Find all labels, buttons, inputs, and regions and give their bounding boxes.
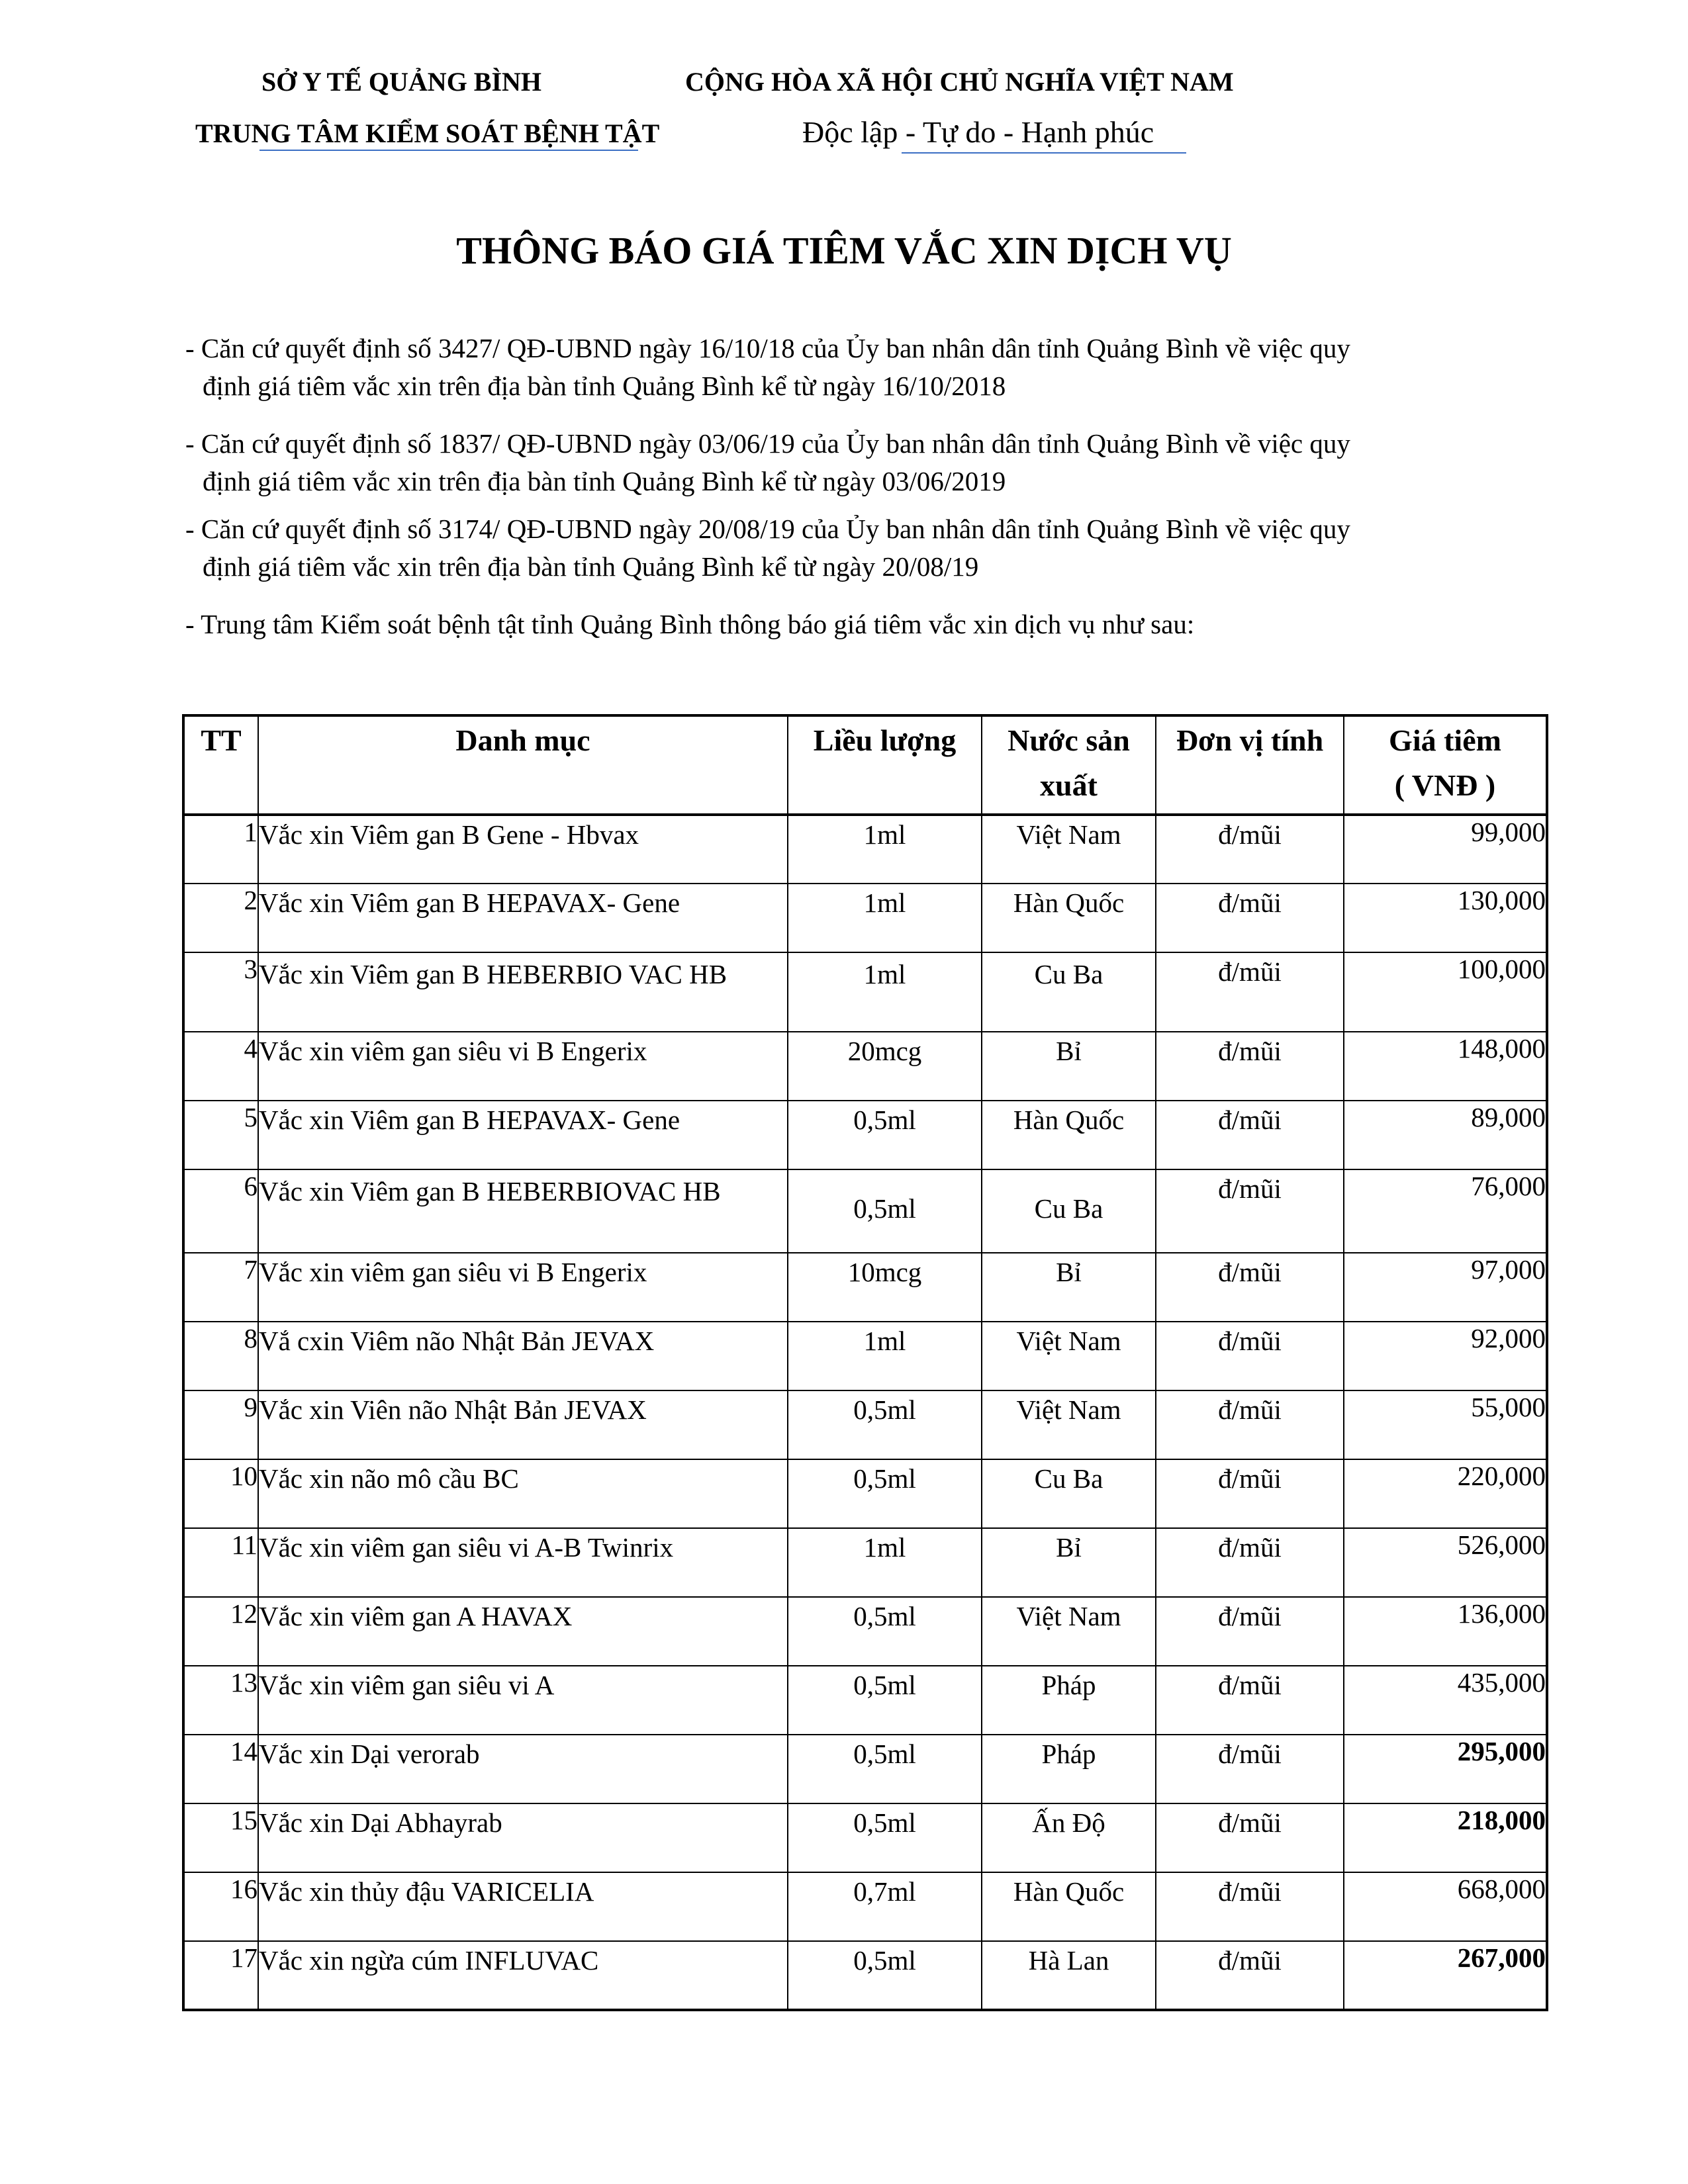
row-unit: đ/mũi	[1156, 1169, 1344, 1253]
row-tt: 16	[183, 1872, 258, 1941]
header-price-line1: Giá tiêm	[1389, 723, 1501, 757]
row-unit: đ/mũi	[1156, 884, 1344, 952]
row-name: Vắc xin Viêm gan B HEPAVAX- Gene	[258, 1101, 788, 1169]
row-unit: đ/mũi	[1156, 1032, 1344, 1101]
paragraph-line: - Trung tâm Kiểm soát bệnh tật tỉnh Quảng Bình thông báo giá tiêm vắc xin dịch vụ như sau:	[185, 609, 1195, 639]
row-price: 295,000	[1344, 1735, 1547, 1803]
header-country-line2: xuất	[1040, 768, 1098, 802]
table-row	[183, 815, 1547, 884]
table-row	[183, 884, 1547, 952]
table-row	[183, 1322, 1547, 1390]
paragraph-line: - Căn cứ quyết định số 3174/ QĐ-UBND ngày 20/08/19 của Ủy ban nhân dân tỉnh Quảng Bình về việc quy	[185, 514, 1350, 544]
row-price: 55,000	[1344, 1390, 1547, 1459]
row-price: 435,000	[1344, 1666, 1547, 1735]
row-dose: 1ml	[788, 952, 982, 1032]
row-country: Việt Nam	[982, 1390, 1156, 1459]
row-country: Cu Ba	[982, 1169, 1156, 1253]
row-dose: 0,5ml	[788, 1941, 982, 2010]
row-name: Vắc xin viêm gan A HAVAX	[258, 1597, 788, 1666]
row-name: Vắc xin viêm gan siêu vi A	[258, 1666, 788, 1735]
row-country: Hà Lan	[982, 1941, 1156, 2010]
row-tt: 11	[183, 1528, 258, 1597]
row-dose: 0,5ml	[788, 1169, 982, 1253]
row-tt: 13	[183, 1666, 258, 1735]
row-name: Vắc xin ngừa cúm INFLUVAC	[258, 1941, 788, 2010]
row-tt: 6	[183, 1169, 258, 1253]
table-row	[183, 1597, 1547, 1666]
center-name-underline	[259, 150, 638, 151]
table-row	[183, 1941, 1547, 2010]
row-dose: 10mcg	[788, 1253, 982, 1322]
row-unit: đ/mũi	[1156, 1390, 1344, 1459]
basis-paragraph-2	[185, 425, 1509, 500]
row-unit: đ/mũi	[1156, 1253, 1344, 1322]
header-price	[1344, 715, 1547, 815]
table-row	[183, 1169, 1547, 1253]
table-row	[183, 1101, 1547, 1169]
table-row	[183, 1390, 1547, 1459]
table-header-row	[183, 715, 1547, 815]
page-title: THÔNG BÁO GIÁ TIÊM VẮC XIN DỊCH VỤ	[456, 229, 1232, 272]
row-dose: 1ml	[788, 1322, 982, 1390]
row-tt: 7	[183, 1253, 258, 1322]
table-row	[183, 952, 1547, 1032]
row-dose: 1ml	[788, 815, 982, 884]
row-country: Cu Ba	[982, 952, 1156, 1032]
row-unit: đ/mũi	[1156, 952, 1344, 1032]
row-tt: 3	[183, 952, 258, 1032]
row-country: Ấn Độ	[982, 1803, 1156, 1872]
header-unit: Đơn vị tính	[1156, 715, 1344, 815]
row-unit: đ/mũi	[1156, 1528, 1344, 1597]
row-name: Vắc xin thủy đậu VARICELIA	[258, 1872, 788, 1941]
row-country: Việt Nam	[982, 1322, 1156, 1390]
row-tt: 10	[183, 1459, 258, 1528]
row-dose: 1ml	[788, 884, 982, 952]
row-unit: đ/mũi	[1156, 1735, 1344, 1803]
row-name: Vắc xin viêm gan siêu vi B Engerix	[258, 1032, 788, 1101]
national-title: CỘNG HÒA XÃ HỘI CHỦ NGHĨA VIỆT NAM	[685, 67, 1234, 97]
row-price: 668,000	[1344, 1872, 1547, 1941]
row-tt: 5	[183, 1101, 258, 1169]
row-dose: 0,5ml	[788, 1735, 982, 1803]
row-name: Vắ cxin Viêm não Nhật Bản JEVAX	[258, 1322, 788, 1390]
paragraph-line: định giá tiêm vắc xin trên địa bàn tỉnh Quảng Bình kể từ ngày 03/06/2019	[203, 466, 1006, 496]
table-row	[183, 1459, 1547, 1528]
header-price-line2: ( VNĐ )	[1394, 768, 1496, 802]
row-tt: 17	[183, 1941, 258, 2010]
paragraph-line: - Căn cứ quyết định số 3427/ QĐ-UBND ngày 16/10/18 của Ủy ban nhân dân tỉnh Quảng Bình về việc quy	[185, 333, 1350, 363]
row-country: Bỉ	[982, 1032, 1156, 1101]
row-unit: đ/mũi	[1156, 1666, 1344, 1735]
row-unit: đ/mũi	[1156, 1803, 1344, 1872]
row-unit: đ/mũi	[1156, 815, 1344, 884]
row-price: 130,000	[1344, 884, 1547, 952]
row-name: Vắc xin Viêm gan B HEBERBIO VAC HB	[258, 952, 788, 1032]
row-dose: 0,5ml	[788, 1390, 982, 1459]
vaccine-price-table	[182, 714, 1548, 2011]
row-name: Vắc xin Viêm gan B HEBERBIOVAC HB	[258, 1169, 788, 1253]
row-country: Việt Nam	[982, 1597, 1156, 1666]
national-motto: Độc lập - Tự do - Hạnh phúc	[802, 115, 1154, 149]
table-row	[183, 1666, 1547, 1735]
row-country: Cu Ba	[982, 1459, 1156, 1528]
basis-paragraph-3	[185, 510, 1509, 586]
row-name: Vắc xin viêm gan siêu vi A-B Twinrix	[258, 1528, 788, 1597]
table-row	[183, 1253, 1547, 1322]
row-dose: 1ml	[788, 1528, 982, 1597]
row-country: Hàn Quốc	[982, 1101, 1156, 1169]
motto-underline	[902, 152, 1186, 154]
row-name: Vắc xin não mô cầu BC	[258, 1459, 788, 1528]
row-tt: 15	[183, 1803, 258, 1872]
paragraph-line: - Căn cứ quyết định số 1837/ QĐ-UBND ngày 03/06/19 của Ủy ban nhân dân tỉnh Quảng Bình về việc quy	[185, 428, 1350, 459]
paragraph-line: định giá tiêm vắc xin trên địa bàn tỉnh Quảng Bình kể từ ngày 16/10/2018	[203, 371, 1006, 401]
row-unit: đ/mũi	[1156, 1459, 1344, 1528]
header-tt: TT	[183, 715, 258, 815]
row-dose: 0,5ml	[788, 1459, 982, 1528]
basis-paragraph-1	[185, 330, 1509, 405]
row-name: Vắc xin Dại verorab	[258, 1735, 788, 1803]
row-dose: 20mcg	[788, 1032, 982, 1101]
row-unit: đ/mũi	[1156, 1872, 1344, 1941]
row-price: 218,000	[1344, 1803, 1547, 1872]
header-country	[982, 715, 1156, 815]
table-row	[183, 1803, 1547, 1872]
row-country: Hàn Quốc	[982, 1872, 1156, 1941]
row-dose: 0,5ml	[788, 1666, 982, 1735]
table-row	[183, 1528, 1547, 1597]
row-price: 526,000	[1344, 1528, 1547, 1597]
row-price: 148,000	[1344, 1032, 1547, 1101]
row-name: Vắc xin Viêm gan B Gene - Hbvax	[258, 815, 788, 884]
table-row	[183, 1735, 1547, 1803]
row-country: Việt Nam	[982, 815, 1156, 884]
row-country: Bỉ	[982, 1253, 1156, 1322]
row-country: Pháp	[982, 1735, 1156, 1803]
row-tt: 4	[183, 1032, 258, 1101]
row-unit: đ/mũi	[1156, 1597, 1344, 1666]
announcement-paragraph	[185, 606, 1509, 643]
row-unit: đ/mũi	[1156, 1941, 1344, 2010]
paragraph-line: định giá tiêm vắc xin trên địa bàn tỉnh Quảng Bình kể từ ngày 20/08/19	[203, 551, 979, 582]
header-dose: Liều lượng	[788, 715, 982, 815]
row-dose: 0,5ml	[788, 1597, 982, 1666]
table-row	[183, 1872, 1547, 1941]
row-tt: 14	[183, 1735, 258, 1803]
row-tt: 2	[183, 884, 258, 952]
row-name: Vắc xin viêm gan siêu vi B Engerix	[258, 1253, 788, 1322]
row-price: 220,000	[1344, 1459, 1547, 1528]
row-price: 92,000	[1344, 1322, 1547, 1390]
row-name: Vắc xin Dại Abhayrab	[258, 1803, 788, 1872]
row-unit: đ/mũi	[1156, 1101, 1344, 1169]
row-price: 100,000	[1344, 952, 1547, 1032]
row-tt: 1	[183, 815, 258, 884]
row-country: Hàn Quốc	[982, 884, 1156, 952]
row-tt: 8	[183, 1322, 258, 1390]
row-dose: 0,7ml	[788, 1872, 982, 1941]
header-name: Danh mục	[258, 715, 788, 815]
center-name: TRUNG TÂM KIỂM SOÁT BỆNH TẬT	[195, 118, 660, 148]
row-price: 99,000	[1344, 815, 1547, 884]
row-dose: 0,5ml	[788, 1803, 982, 1872]
row-price: 267,000	[1344, 1941, 1547, 2010]
row-price: 89,000	[1344, 1101, 1547, 1169]
row-price: 136,000	[1344, 1597, 1547, 1666]
row-price: 97,000	[1344, 1253, 1547, 1322]
row-country: Pháp	[982, 1666, 1156, 1735]
department-name: SỞ Y TẾ QUẢNG BÌNH	[261, 67, 542, 97]
row-tt: 9	[183, 1390, 258, 1459]
row-price: 76,000	[1344, 1169, 1547, 1253]
row-country: Bỉ	[982, 1528, 1156, 1597]
row-tt: 12	[183, 1597, 258, 1666]
header-country-line1: Nước sản	[1008, 723, 1130, 757]
row-dose: 0,5ml	[788, 1101, 982, 1169]
table-row	[183, 1032, 1547, 1101]
row-name: Vắc xin Viêm gan B HEPAVAX- Gene	[258, 884, 788, 952]
row-unit: đ/mũi	[1156, 1322, 1344, 1390]
row-name: Vắc xin Viên não Nhật Bản JEVAX	[258, 1390, 788, 1459]
